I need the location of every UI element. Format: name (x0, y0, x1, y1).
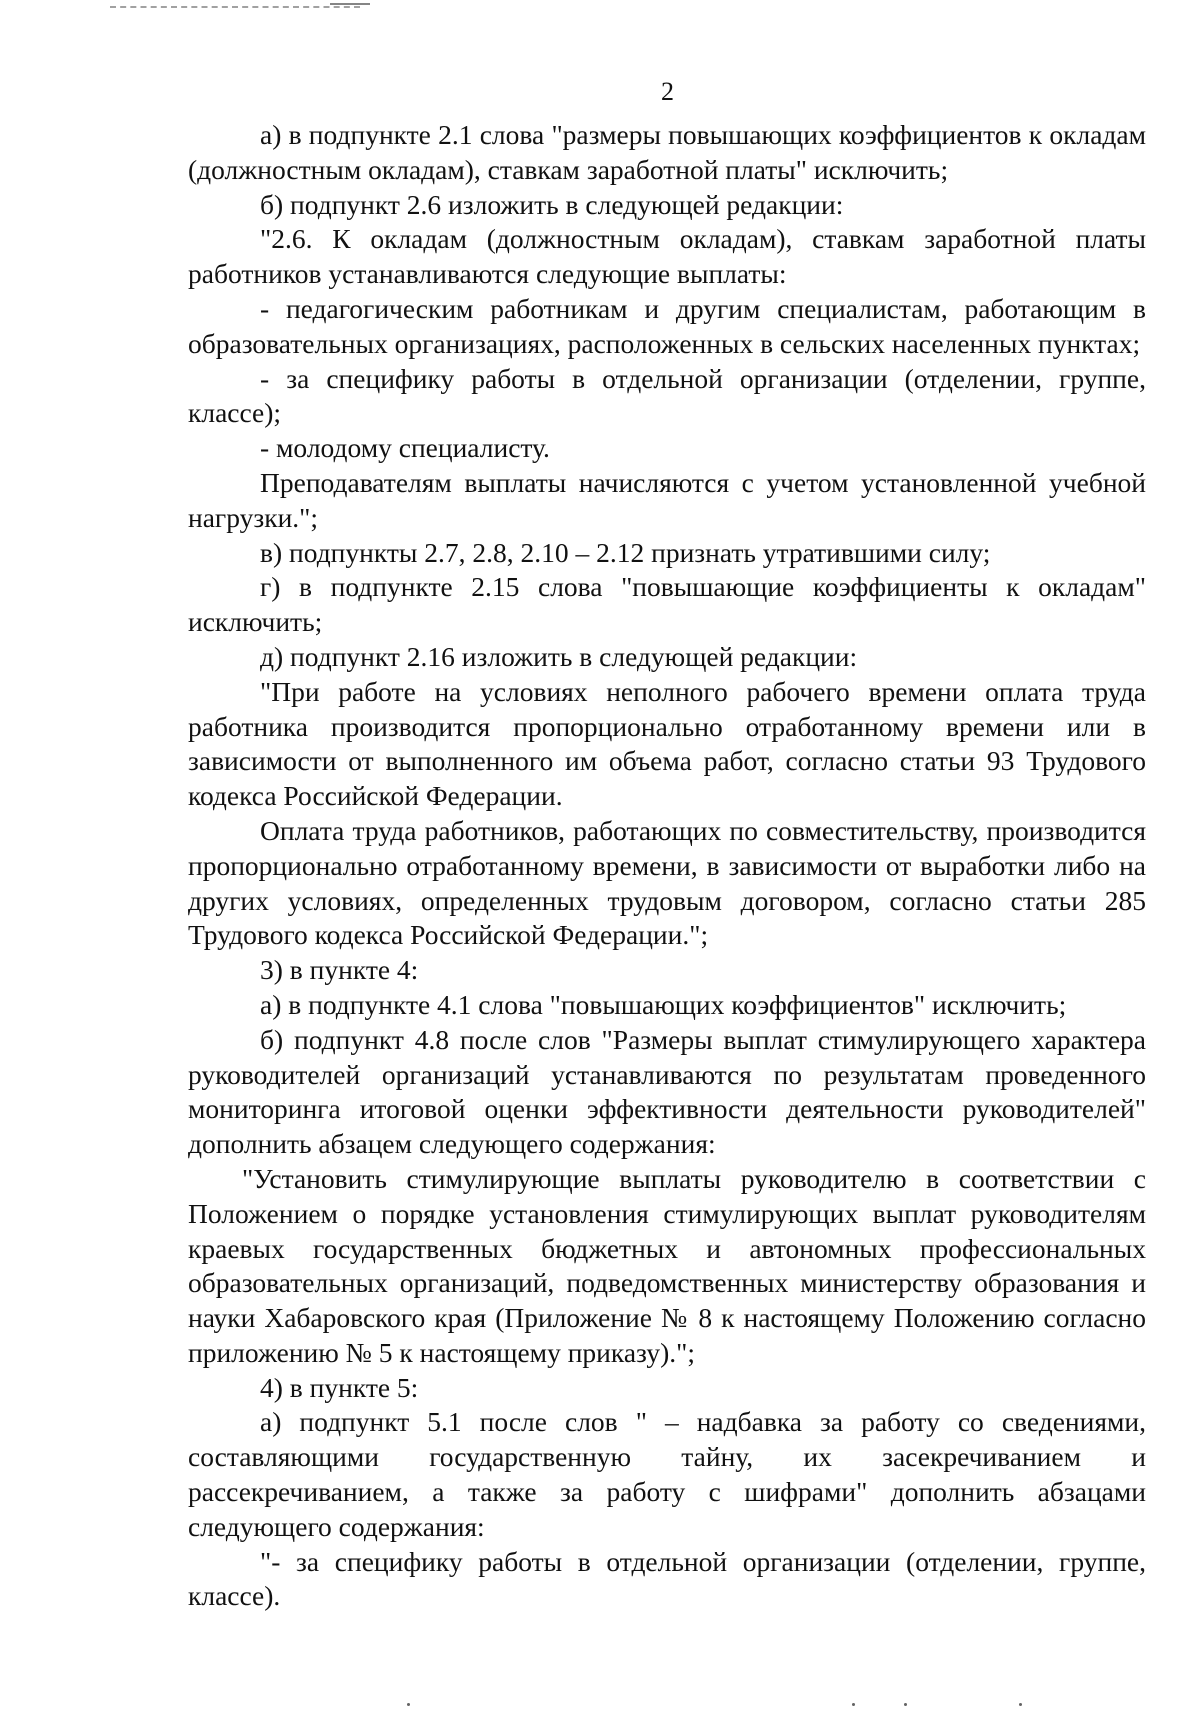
paragraph: "При работе на условиях неполного рабочего времени оплата труда работника производится пропорционально отработанному времени или в зависимости от выполненного им объема работ, согласно статьи 93 Трудового кодекса Российской Федерации. (188, 675, 1146, 812)
paragraph: "2.6. К окладам (должностным окладам), ставкам заработной платы работников устанавливаются следующие выплаты: (188, 223, 1146, 290)
scan-dot (1019, 1703, 1022, 1706)
scan-dot (852, 1703, 855, 1706)
document-body (188, 118, 1146, 1614)
paragraph: Оплата труда работников, работающих по совместительству, производится пропорционально отработанному времени, в зависимости от выработки либо на других условиях, определенных трудовым договором, согласно статьи 285 Трудового кодекса Российской Федерации."; (188, 814, 1146, 951)
paragraph: в) подпункты 2.7, 2.8, 2.10 – 2.12 признать утратившими силу; (260, 536, 991, 568)
paragraph: а) подпункт 5.1 после слов " – надбавка за работу со сведениями, составляющими государственную тайну, их засекречиванием и рассекречиванием, а также за работу с шифрами" дополнить абзацами следующего содержания: (188, 1406, 1146, 1542)
paragraph: - молодому специалисту. (260, 432, 550, 464)
paragraph: г) в подпункте 2.15 слова "повышающие коэффициенты к окладам" исключить; (188, 571, 1146, 638)
scan-dot (904, 1703, 907, 1706)
paragraph: а) в подпункте 2.1 слова "размеры повышающих коэффициентов к окладам (должностным окладам), ставкам заработной платы" исключить; (188, 119, 1146, 185)
paragraph: д) подпункт 2.16 изложить в следующей редакции: (260, 640, 858, 672)
page-number: 2 (661, 77, 674, 106)
scan-artifact (330, 3, 370, 5)
paragraph: - педагогическим работникам и другим специалистам, работающим в образовательных организациях, расположенных в сельских населенных пунктах; (188, 292, 1146, 359)
paragraph: б) подпункт 4.8 после слов "Размеры выплат стимулирующего характера руководителей организаций устанавливаются по результатам проведенного мониторинга итоговой оценки эффективности деятельности руководителей" дополнить абзацем следующего содержания: (188, 1023, 1146, 1160)
paragraph: а) в подпункте 4.1 слова "повышающих коэффициентов" исключить; (260, 988, 1067, 1020)
paragraph: 4) в пункте 5: (260, 1371, 419, 1403)
scan-artifact (110, 6, 360, 8)
paragraph: б) подпункт 2.6 изложить в следующей редакции: (260, 188, 844, 220)
paragraph: Преподавателям выплаты начисляются с учетом установленной учебной нагрузки."; (188, 466, 1146, 533)
paragraph: - за специфику работы в отдельной организации (отделении, группе, классе); (188, 362, 1146, 429)
paragraph: "- за специфику работы в отдельной организации (отделении, группе, классе). (188, 1545, 1146, 1612)
paragraph: 3) в пункте 4: (260, 954, 419, 986)
scan-dot (407, 1703, 410, 1706)
paragraph: "Установить стимулирующие выплаты руководителю в соответствии с Положением о порядке установления стимулирующих выплат руководителям краевых государственных бюджетных и автономных профессиональных образовательных организаций, подведомственных министерству образования и науки Хабаровского края (Приложение № 8 к настоящему Положению согласно приложению № 5 к настоящему приказу)."; (188, 1162, 1146, 1368)
